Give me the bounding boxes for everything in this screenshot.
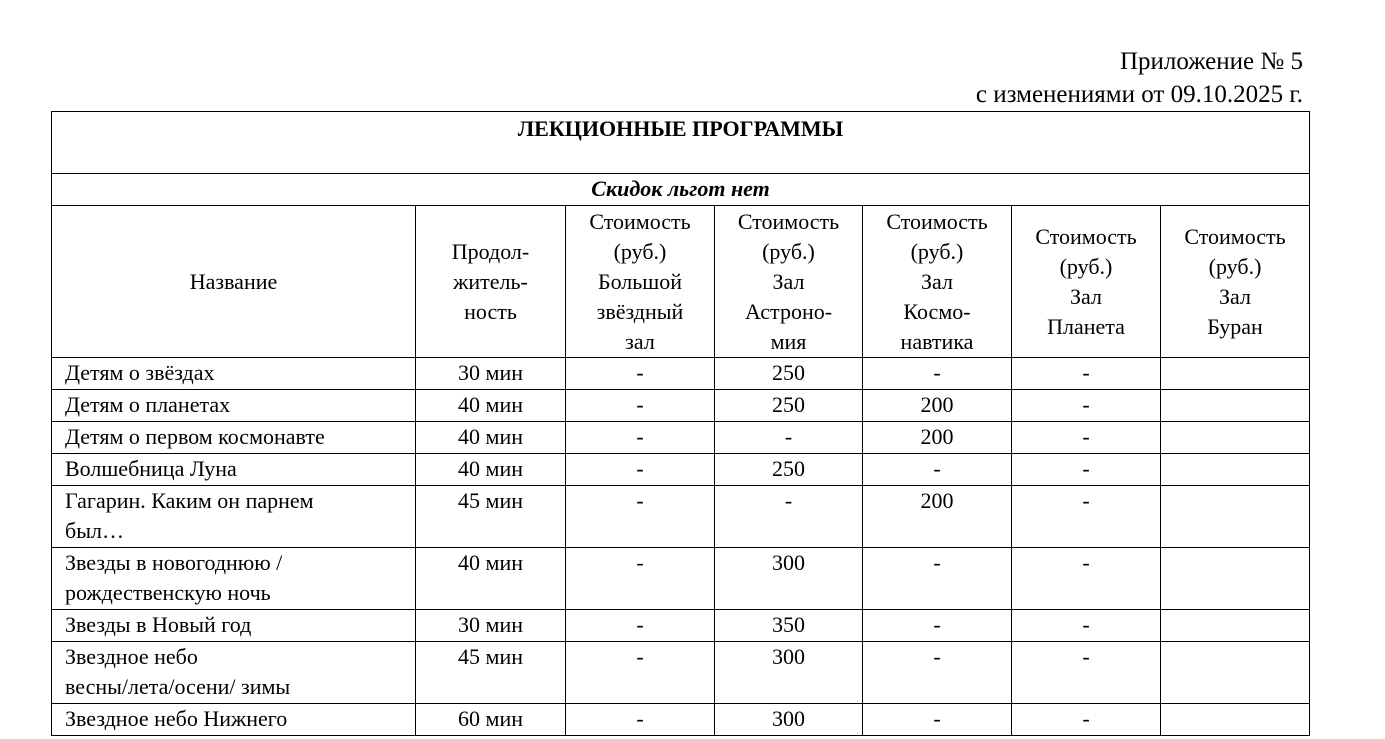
header-planeta <box>1012 206 1161 358</box>
header-line: Астроно- <box>744 298 833 324</box>
program-name <box>52 422 416 454</box>
header-astronomy <box>715 206 863 358</box>
duration-cell: 40 мин <box>416 422 566 454</box>
cosmonautics-price: - <box>863 642 1012 704</box>
program-name-line: Детям о первом космонавте <box>65 424 325 449</box>
buran-price <box>1161 704 1310 736</box>
planeta-price: - <box>1012 548 1161 610</box>
table-row <box>52 454 1310 486</box>
astronomy-price: - <box>715 422 863 454</box>
cosmonautics-price: - <box>863 358 1012 390</box>
big-hall-price: - <box>566 454 715 486</box>
program-name <box>52 454 416 486</box>
header-line: Стоимость <box>737 208 840 234</box>
header-buran <box>1161 206 1310 358</box>
header-cosmonautics <box>863 206 1012 358</box>
buran-price <box>1161 358 1310 390</box>
table-row <box>52 548 1310 610</box>
header-line: (руб.) <box>762 238 815 264</box>
astronomy-price: - <box>715 486 863 548</box>
header-line: навтика <box>900 328 974 354</box>
table-row <box>52 422 1310 454</box>
duration-cell: 40 мин <box>416 548 566 610</box>
header-line: Зал <box>1219 283 1251 309</box>
header-line: Буран <box>1207 313 1263 339</box>
program-name-line: Детям о звёздах <box>65 360 215 385</box>
header-line: (руб.) <box>910 238 964 264</box>
big-hall-price: - <box>566 422 715 454</box>
header-line: Большой <box>597 268 683 294</box>
cosmonautics-price: 200 <box>863 422 1012 454</box>
buran-price <box>1161 642 1310 704</box>
planeta-price: - <box>1012 422 1161 454</box>
header-line: Стоимость <box>886 208 988 234</box>
table-row <box>52 486 1310 548</box>
duration-cell: 60 мин <box>416 704 566 736</box>
header-line: Планета <box>1047 313 1125 339</box>
astronomy-price: 300 <box>715 642 863 704</box>
big-hall-price: - <box>566 548 715 610</box>
header-line: мия <box>770 328 807 354</box>
program-name <box>52 610 416 642</box>
buran-price <box>1161 610 1310 642</box>
table-row <box>52 704 1310 736</box>
header-line: Название <box>189 268 278 294</box>
duration-cell: 45 мин <box>416 642 566 704</box>
buran-price <box>1161 422 1310 454</box>
cosmonautics-price: - <box>863 610 1012 642</box>
table-row <box>52 390 1310 422</box>
big-hall-price: - <box>566 610 715 642</box>
buran-price <box>1161 390 1310 422</box>
buran-price <box>1161 454 1310 486</box>
discount-note: Скидок льгот нет <box>52 174 1310 206</box>
duration-cell: 30 мин <box>416 610 566 642</box>
astronomy-price: 300 <box>715 548 863 610</box>
program-name <box>52 358 416 390</box>
big-hall-price: - <box>566 704 715 736</box>
big-hall-price: - <box>566 390 715 422</box>
planeta-price: - <box>1012 358 1161 390</box>
cosmonautics-price: - <box>863 454 1012 486</box>
cosmonautics-price: - <box>863 704 1012 736</box>
header-big-hall <box>566 206 715 358</box>
big-hall-price: - <box>566 358 715 390</box>
lecture-programs-table <box>51 111 1310 736</box>
header-line: Стоимость <box>589 208 691 234</box>
column-header-row <box>52 206 1310 358</box>
header-line: Стоимость <box>1184 223 1286 249</box>
cosmonautics-price: 200 <box>863 486 1012 548</box>
header-duration <box>416 206 566 358</box>
cosmonautics-price: 200 <box>863 390 1012 422</box>
planeta-price: - <box>1012 454 1161 486</box>
cosmonautics-price: - <box>863 548 1012 610</box>
duration-cell: 30 мин <box>416 358 566 390</box>
header-line: (руб.) <box>1208 253 1262 279</box>
header-line: зал <box>625 328 655 354</box>
program-name-line: Звездное небо Нижнего <box>65 706 288 731</box>
buran-price <box>1161 486 1310 548</box>
astronomy-price: 250 <box>715 358 863 390</box>
program-name-line: Звездное небо <box>65 644 198 669</box>
duration-cell: 45 мин <box>416 486 566 548</box>
program-name-line: был… <box>65 518 124 543</box>
program-name-line: Волшебница Луна <box>65 456 237 481</box>
astronomy-price: 300 <box>715 704 863 736</box>
duration-cell: 40 мин <box>416 390 566 422</box>
program-name-line: Детям о планетах <box>65 392 231 417</box>
program-name <box>52 548 416 610</box>
appendix-number: Приложение № 5 <box>1119 48 1303 75</box>
header-line: (руб.) <box>613 238 667 264</box>
program-name-line: рождественскую ночь <box>65 580 271 605</box>
program-name <box>52 642 416 704</box>
program-name <box>52 390 416 422</box>
program-name <box>52 486 416 548</box>
program-name-line: Звезды в Новый год <box>65 612 252 637</box>
planeta-price: - <box>1012 642 1161 704</box>
header-line: Продол- <box>451 238 530 264</box>
table-row <box>52 642 1310 704</box>
header-line: житель- <box>453 268 528 294</box>
program-name <box>52 704 416 736</box>
table-title: ЛЕКЦИОННЫЕ ПРОГРАММЫ <box>52 112 1310 174</box>
header-line: (руб.) <box>1059 253 1113 279</box>
header-line: Зал <box>1070 283 1102 309</box>
header-line: Стоимость <box>1035 223 1137 249</box>
header-line: ность <box>464 298 517 324</box>
planeta-price: - <box>1012 486 1161 548</box>
astronomy-price: 250 <box>715 454 863 486</box>
table-row <box>52 610 1310 642</box>
header-line: Зал <box>921 268 953 294</box>
header-name <box>52 206 416 358</box>
changes-date: с изменениями от 09.10.2025 г. <box>975 81 1303 108</box>
header-line: Зал <box>772 268 805 294</box>
program-name-line: Звезды в новогоднюю / <box>65 550 283 575</box>
header-line: Космо- <box>903 298 971 324</box>
program-name-line: Гагарин. Каким он парнем <box>65 488 314 513</box>
planeta-price: - <box>1012 610 1161 642</box>
astronomy-price: 250 <box>715 390 863 422</box>
astronomy-price: 350 <box>715 610 863 642</box>
header-line: звёздный <box>596 298 684 324</box>
duration-cell: 40 мин <box>416 454 566 486</box>
planeta-price: - <box>1012 704 1161 736</box>
big-hall-price: - <box>566 486 715 548</box>
program-name-line: весны/лета/осени/ зимы <box>65 674 291 699</box>
table-row <box>52 358 1310 390</box>
big-hall-price: - <box>566 642 715 704</box>
planeta-price: - <box>1012 390 1161 422</box>
buran-price <box>1161 548 1310 610</box>
